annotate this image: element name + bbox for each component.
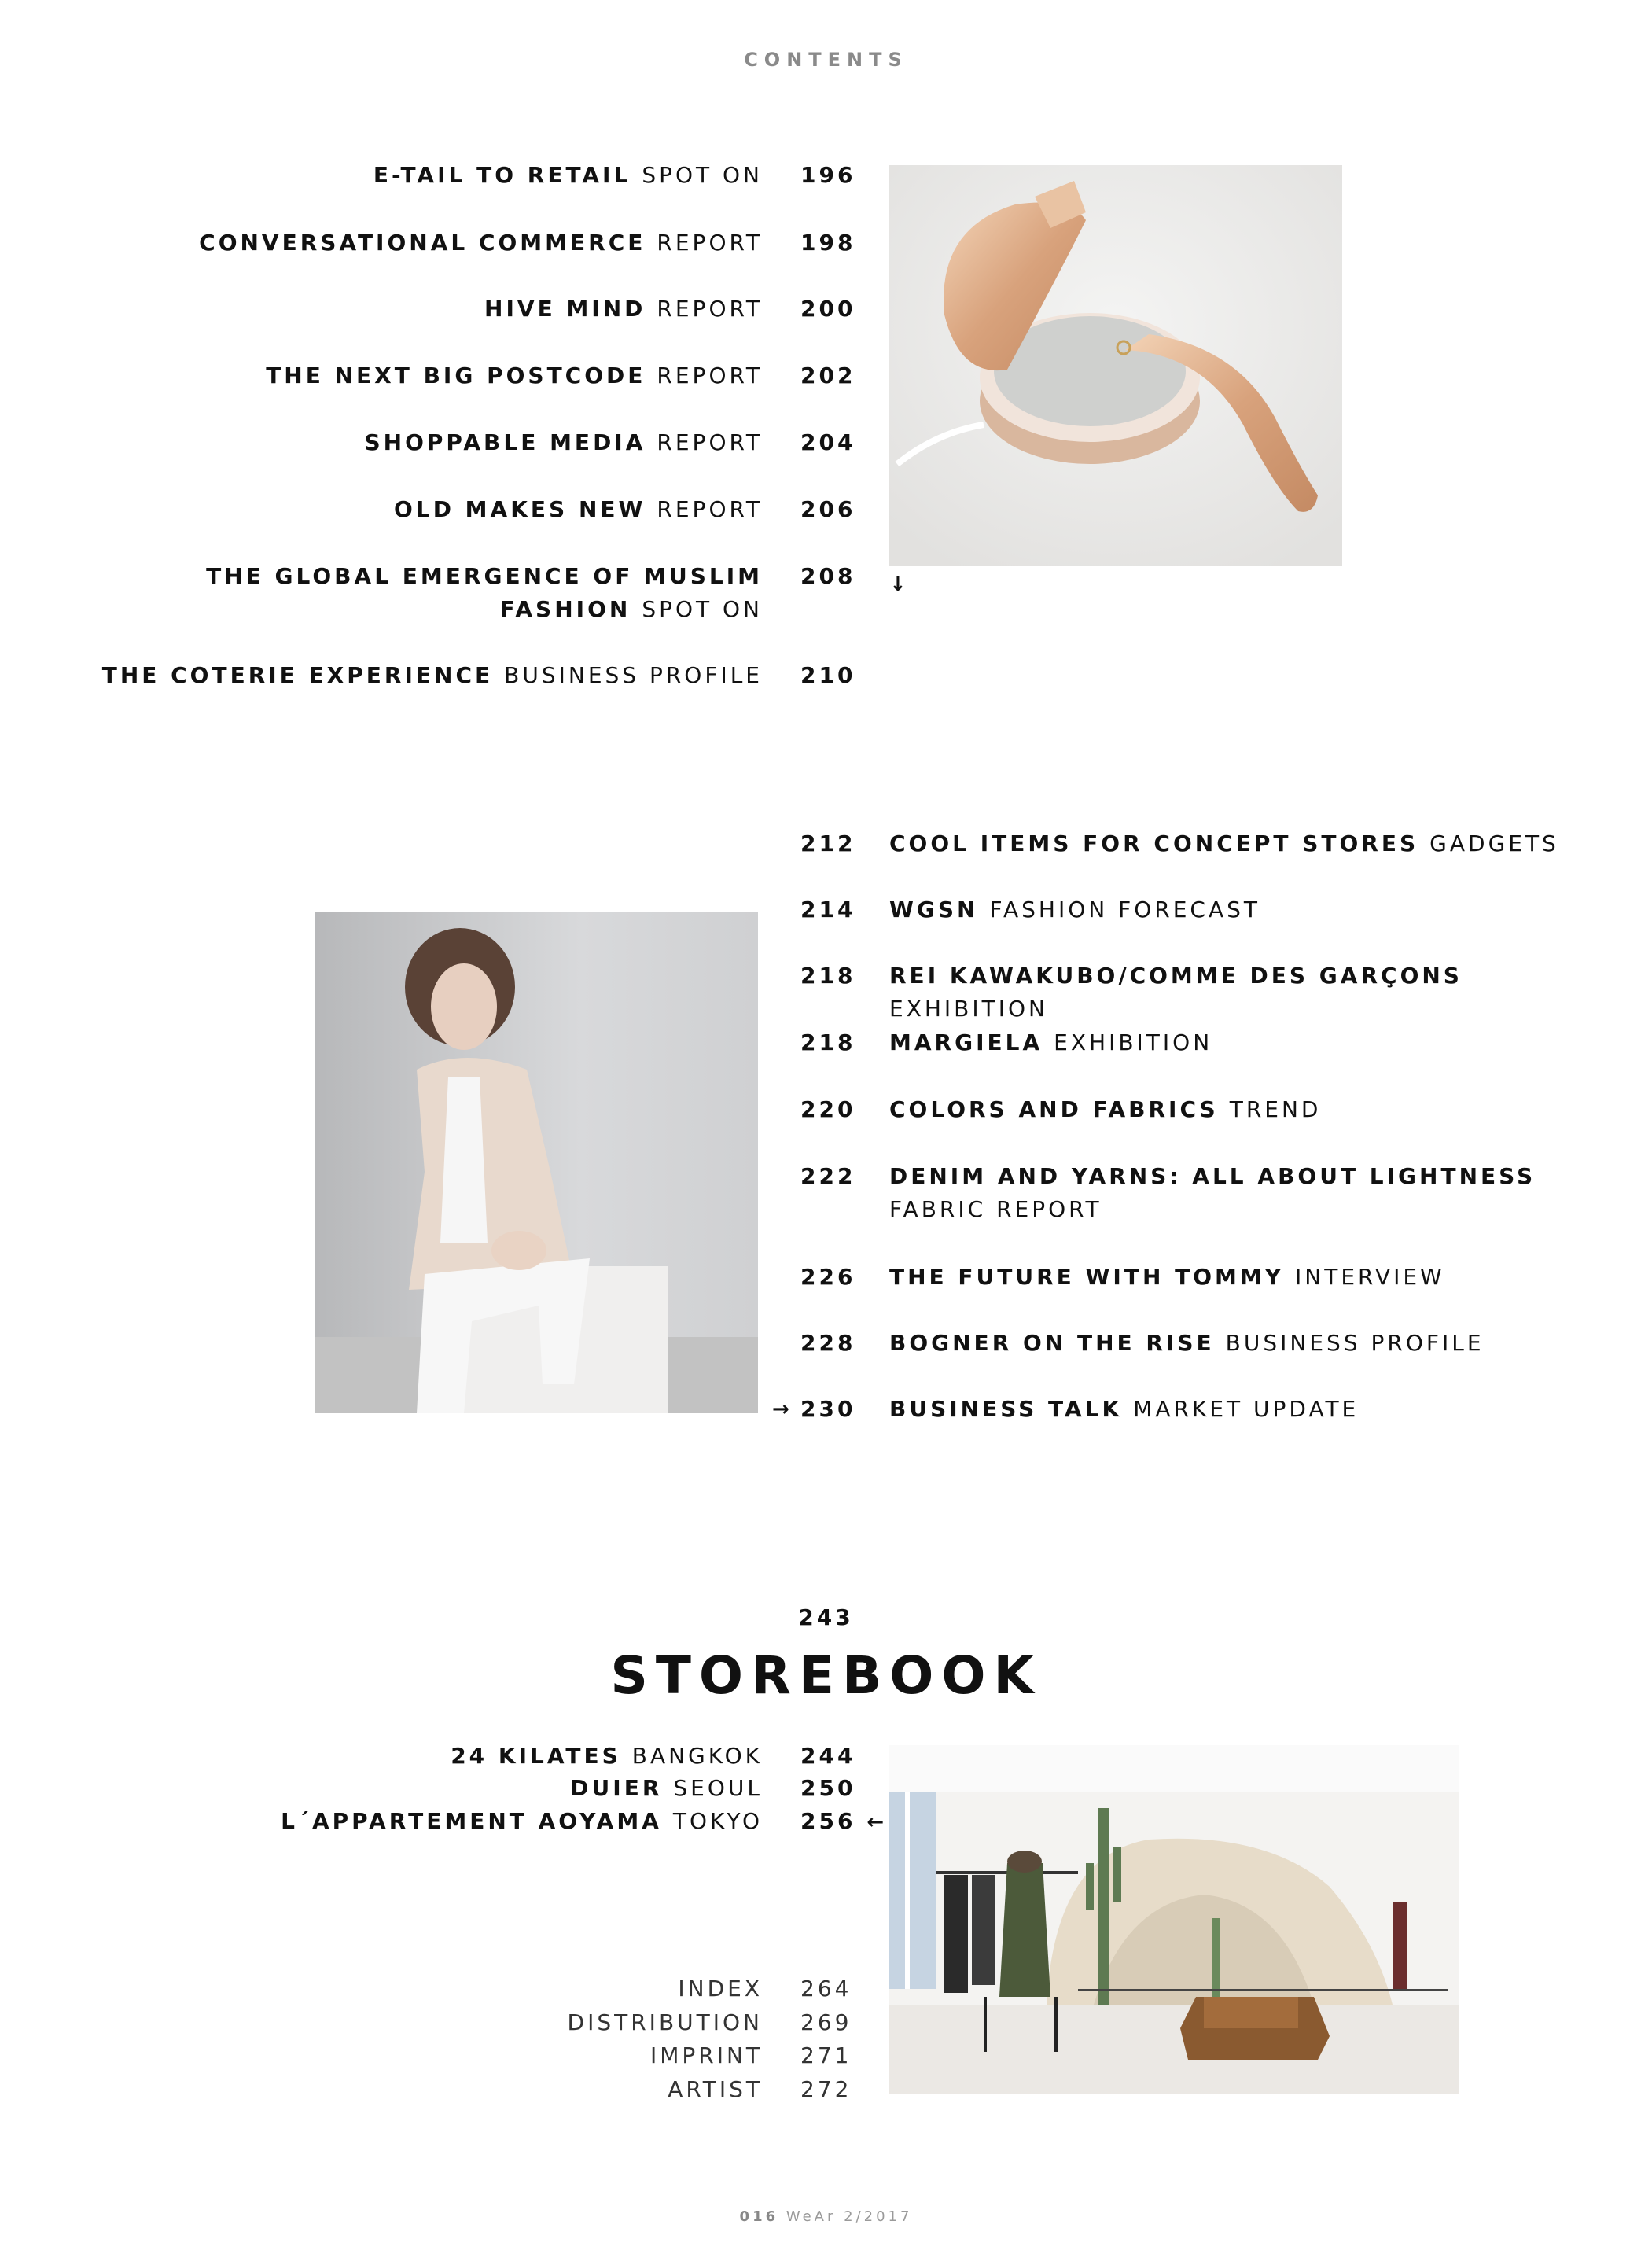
entry-category: EXHIBITION xyxy=(1054,1029,1213,1055)
entry-category: REPORT xyxy=(657,496,763,522)
store-city: SEOUL xyxy=(673,1775,763,1801)
entry-page: 196 xyxy=(800,162,856,188)
entry-category: FASHION FORECAST xyxy=(989,897,1261,923)
entry-title: DENIM AND YARNS: ALL ABOUT LIGHTNESS xyxy=(889,1163,1536,1189)
index-label: INDEX xyxy=(678,1976,763,2002)
entry-title: THE COTERIE EXPERIENCE xyxy=(101,662,494,688)
entry-category: FABRIC REPORT xyxy=(889,1196,1102,1222)
entry-page: 218 xyxy=(800,963,856,989)
storebook-page-number: 243 xyxy=(798,1604,854,1630)
entry-page: 230 xyxy=(800,1396,856,1422)
entry-category: SPOT ON xyxy=(642,596,763,622)
entry-page: 212 xyxy=(800,830,856,856)
entry-page: 256 xyxy=(800,1808,856,1834)
store-city: TOKYO xyxy=(672,1808,763,1834)
entry-page: 228 xyxy=(800,1330,856,1356)
store-name: L´APPARTEMENT AOYAMA xyxy=(281,1808,662,1834)
index-page: 272 xyxy=(800,2076,852,2102)
entry-page: 200 xyxy=(800,296,856,322)
entry-category: TREND xyxy=(1229,1096,1322,1122)
entry-title: MARGIELA xyxy=(889,1029,1043,1055)
store-city: BANGKOK xyxy=(631,1743,763,1769)
fashion-photo-model xyxy=(315,912,758,1413)
entry-page: 244 xyxy=(800,1743,856,1769)
entry-category: BUSINESS PROFILE xyxy=(504,662,763,688)
entry-category: REPORT xyxy=(657,296,763,322)
entry-title: COLORS AND FABRICS xyxy=(889,1096,1219,1122)
entry-category: EXHIBITION xyxy=(889,996,1048,1022)
right-arrow-icon: → xyxy=(772,1398,789,1421)
entry-title: THE NEXT BIG POSTCODE xyxy=(266,363,646,389)
store-interior-photo xyxy=(889,1745,1459,2094)
index-page: 264 xyxy=(800,1976,852,2002)
index-label: IMPRINT xyxy=(649,2042,763,2068)
entry-page: 226 xyxy=(800,1264,856,1290)
entry-category: REPORT xyxy=(657,429,763,455)
store-name: 24 KILATES xyxy=(451,1743,621,1769)
entry-page: 202 xyxy=(800,363,856,389)
entry-category: SPOT ON xyxy=(642,162,763,188)
entry-page: 206 xyxy=(800,496,856,522)
entry-title: E-TAIL TO RETAIL xyxy=(373,162,631,188)
entry-page: 220 xyxy=(800,1096,856,1122)
index-label: DISTRIBUTION xyxy=(567,2009,763,2035)
entry-title: SHOPPABLE MEDIA xyxy=(364,429,646,455)
storebook-heading: STOREBOOK xyxy=(610,1645,1042,1706)
entry-category: INTERVIEW xyxy=(1295,1264,1445,1290)
entry-title: COOL ITEMS FOR CONCEPT STORES xyxy=(889,830,1419,856)
index-page: 271 xyxy=(800,2042,852,2068)
index-page: 269 xyxy=(800,2009,852,2035)
left-arrow-icon: ← xyxy=(866,1810,887,1834)
down-arrow-icon: ↓ xyxy=(889,573,907,596)
contents-heading: CONTENTS xyxy=(744,49,908,71)
entry-page: 210 xyxy=(800,662,856,688)
entry-title: CONVERSATIONAL COMMERCE xyxy=(199,230,646,256)
entry-page: 204 xyxy=(800,429,856,455)
entry-page: 208 xyxy=(800,563,856,589)
entry-category: REPORT xyxy=(657,363,763,389)
entry-page: 250 xyxy=(800,1775,856,1801)
entry-page: 222 xyxy=(800,1163,856,1189)
entry-title-continued: FASHION xyxy=(499,596,631,622)
entry-page: 218 xyxy=(800,1029,856,1055)
entry-title: THE FUTURE WITH TOMMY xyxy=(889,1264,1285,1290)
entry-title: HIVE MIND xyxy=(484,296,646,322)
entry-page: 198 xyxy=(800,230,856,256)
product-photo-powerbank xyxy=(889,165,1342,566)
entry-title: OLD MAKES NEW xyxy=(394,496,646,522)
entry-title: BUSINESS TALK xyxy=(889,1396,1123,1422)
folio: 016 xyxy=(739,2208,779,2225)
entry-title: WGSN xyxy=(889,897,979,923)
page-footer xyxy=(0,2208,1652,2225)
entry-title: BOGNER ON THE RISE xyxy=(889,1330,1215,1356)
entry-page: 214 xyxy=(800,897,856,923)
store-name: DUIER xyxy=(570,1775,663,1801)
magazine-issue: WeAr 2/2017 xyxy=(786,2208,913,2225)
entry-category: MARKET UPDATE xyxy=(1133,1396,1359,1422)
entry-category: BUSINESS PROFILE xyxy=(1225,1330,1485,1356)
entry-title: THE GLOBAL EMERGENCE OF MUSLIM xyxy=(206,563,763,589)
entry-category: REPORT xyxy=(657,230,763,256)
entry-category: GADGETS xyxy=(1429,830,1559,856)
index-label: ARTIST xyxy=(668,2076,763,2102)
entry-title: REI KAWAKUBO/COMME DES GARÇONS xyxy=(889,963,1463,989)
